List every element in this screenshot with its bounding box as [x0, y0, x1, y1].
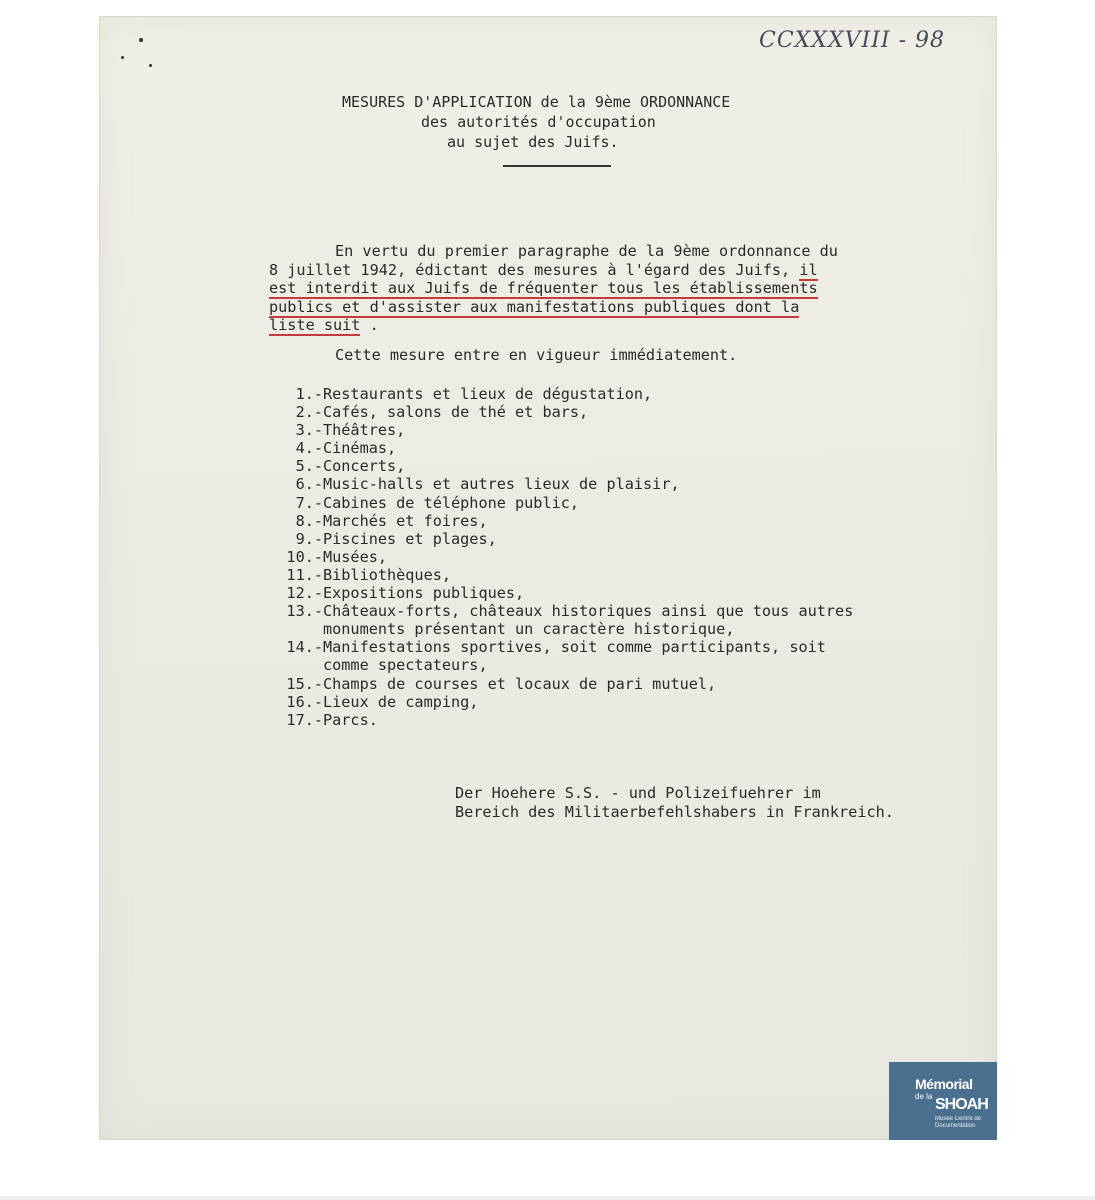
- title-line-1: MESURES D'APPLICATION de la 9ème ORDONNANCE: [342, 93, 731, 111]
- list-item-text: Piscines et plages,: [323, 529, 497, 548]
- list-item-number: 7.-: [295, 493, 323, 512]
- signature-line-1: Der Hoehere S.S. - und Polizeifuehrer im: [455, 784, 821, 802]
- paragraph-text: 8 juillet 1942, édictant des mesures à l'égard des Juifs,: [269, 260, 800, 279]
- list-item: [267, 675, 987, 693]
- list-item: [267, 475, 987, 493]
- paragraph-line-2: [269, 261, 969, 280]
- venue-list: [267, 385, 987, 729]
- list-item: [267, 566, 987, 584]
- list-item-text: Champs de courses et locaux de pari mutuel,: [323, 674, 717, 693]
- list-item-text: Bibliothèques,: [323, 565, 452, 584]
- list-item-number: 9.-: [295, 529, 323, 548]
- list-item: [267, 584, 987, 602]
- list-item-number: 13.-: [286, 602, 323, 621]
- list-item-number: [267, 656, 323, 674]
- list-item-number: 2.-: [295, 403, 323, 422]
- list-item-text: Cabines de téléphone public,: [323, 493, 580, 512]
- list-item-text: Marchés et foires,: [323, 511, 488, 530]
- list-item-text: Restaurants et lieux de dégustation,: [323, 385, 653, 403]
- list-item-number: 17.-: [286, 710, 323, 729]
- list-item-number: 10.-: [286, 547, 323, 566]
- list-item-text: Lieux de camping,: [323, 692, 479, 711]
- memorial-shoah-logo: [889, 1062, 997, 1140]
- logo-text: de la: [915, 1092, 933, 1101]
- paragraph-text: .: [360, 316, 379, 334]
- punch-mark: [149, 64, 152, 67]
- list-item: [267, 385, 987, 403]
- punch-mark: [139, 38, 143, 42]
- effect-note: Cette mesure entre en vigueur immédiatement.: [335, 346, 738, 364]
- list-item: [267, 530, 987, 548]
- list-item-text: Cafés, salons de thé et bars,: [323, 403, 589, 422]
- list-item-number: 12.-: [286, 584, 323, 603]
- list-item: [267, 602, 987, 620]
- list-item: [267, 421, 987, 439]
- viewer-bottom-bar: [0, 1196, 1095, 1200]
- list-item-number: 4.-: [295, 439, 323, 458]
- highlighted-text: liste suit: [269, 316, 361, 334]
- list-item: [267, 403, 987, 421]
- main-paragraph: [269, 242, 969, 335]
- list-item-text: Cinémas,: [323, 439, 397, 458]
- list-item: [267, 439, 987, 457]
- highlighted-text: est interdit aux Juifs de fréquenter tous les établissements: [269, 279, 818, 297]
- highlighted-text: publics et d'assister aux manifestations publiques dont la: [269, 297, 800, 316]
- paragraph-line-1: En vertu du premier paragraphe de la 9ème ordonnance du: [335, 242, 838, 260]
- logo-subtext: Musée Centre de Documentation: [935, 1116, 982, 1129]
- list-item-text: Parcs.: [323, 710, 378, 729]
- list-item-text: Music-halls et autres lieux de plaisir,: [323, 475, 680, 494]
- list-item: [267, 494, 987, 512]
- list-item-text: Expositions publiques,: [323, 584, 525, 603]
- logo-text: SHOAH: [935, 1096, 988, 1113]
- list-item-text: Musées,: [323, 547, 388, 566]
- list-item-text: monuments présentant un caractère historique,: [323, 620, 735, 639]
- list-item-number: [267, 620, 323, 638]
- list-item-number: 14.-: [286, 638, 323, 657]
- list-item: [267, 638, 987, 656]
- list-item-text: Théâtres,: [323, 421, 406, 440]
- list-item-number: 5.-: [295, 457, 323, 476]
- list-item: [267, 693, 987, 711]
- list-item-continuation: [267, 656, 987, 674]
- list-item-number: 16.-: [286, 692, 323, 711]
- title-line-3: au sujet des Juifs.: [447, 133, 619, 151]
- logo-text: Mémorial: [915, 1076, 973, 1092]
- list-item-continuation: [267, 620, 987, 638]
- list-item: [267, 512, 987, 530]
- signature-block: [455, 784, 894, 822]
- title-line-2: des autorités d'occupation: [421, 113, 656, 131]
- list-item-text: Concerts,: [323, 457, 406, 476]
- list-item: [267, 457, 987, 475]
- punch-mark: [121, 56, 124, 59]
- list-item-number: 8.-: [295, 511, 323, 530]
- highlighted-text: il: [799, 260, 818, 279]
- document-page: [99, 16, 997, 1140]
- list-item-number: 1.-: [295, 385, 323, 403]
- list-item: [267, 548, 987, 566]
- list-item-number: 15.-: [286, 674, 323, 693]
- list-item-number: 11.-: [286, 565, 323, 584]
- title-rule: [503, 165, 611, 167]
- list-item-text: Châteaux-forts, châteaux historiques ainsi que tous autres: [323, 602, 854, 621]
- list-item: [267, 711, 987, 729]
- reference-number: CCXXXVIII - 98: [759, 28, 946, 53]
- paragraph-line-3: [269, 279, 969, 298]
- signature-line-2: Bereich des Militaerbefehlshabers in Frankreich.: [455, 803, 894, 821]
- list-item-text: comme spectateurs,: [323, 656, 488, 675]
- paragraph-line-4: [269, 298, 969, 317]
- paragraph-line-5: [269, 316, 969, 335]
- list-item-text: Manifestations sportives, soit comme participants, soit: [323, 638, 826, 657]
- list-item-number: 3.-: [295, 421, 323, 440]
- list-item-number: 6.-: [295, 475, 323, 494]
